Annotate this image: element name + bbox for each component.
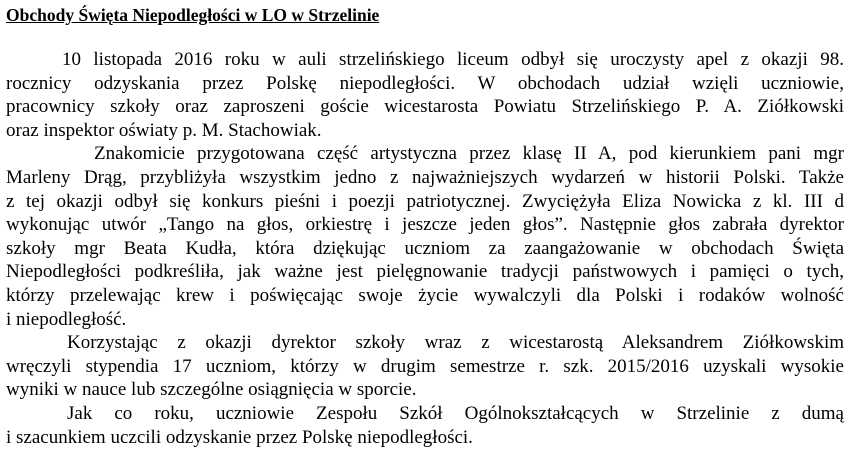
paragraph-line: Znakomicie przygotowana część artystyczna przez klasę II A, pod kierunkiem pani mgr: [94, 143, 844, 165]
paragraph-line: i szacunkiem uczcili odzyskanie przez Polskę niepodległości.: [6, 426, 473, 448]
paragraph-2: [6, 142, 844, 331]
paragraph-line: Korzystając z okazji dyrektor szkoły wraz z wicestarostą Aleksandrem Ziółkowskim: [67, 332, 844, 354]
paragraph-line: którzy przelewając krew i poświęcając swoje życie wywalczyli dla Polski i rodaków wolność: [6, 284, 844, 306]
paragraph-line: wyniki w nauce lub szczególne osiągnięcia w sporcie.: [6, 379, 417, 401]
paragraph-line: pracownicy szkoły oraz zaproszeni goście wicestarosta Powiatu Strzelińskiego P. A. Ziółkowski: [6, 96, 844, 118]
paragraph-line: rocznicy odzyskania przez Polskę niepodległości. W obchodach udział wzięli uczniowie,: [6, 72, 844, 94]
document-title: Obchody Święta Niepodległości w LO w Strzelinie: [6, 5, 380, 25]
paragraph-line: wykonując utwór „Tango na głos, orkiestrę i jeszcze jeden głos”. Następnie głos zabrała dyrektor: [6, 214, 844, 236]
paragraph-line: oraz inspektor oświaty p. M. Stachowiak.: [6, 119, 322, 141]
paragraph-line: szkoły mgr Beata Kudła, która dziękując uczniom za zaangażowanie w obchodach Święta: [6, 237, 844, 259]
paragraph-line: Niepodległości podkreśliła, jak ważne jest pielęgnowanie tradycji państwowych i pamięci o tych,: [6, 261, 844, 283]
paragraph-line: Jak co roku, uczniowie Zespołu Szkół Ogólnokształcących w Strzelinie z dumą: [67, 402, 844, 424]
paragraph-1: [6, 48, 844, 142]
paragraph-line: 10 listopada 2016 roku w auli strzelińskiego liceum odbył się uroczysty apel z okazji 98.: [62, 49, 844, 70]
paragraph-line: i niepodległość.: [6, 308, 127, 330]
paragraph-line: wręczyli stypendia 17 uczniom, którzy w drugim semestrze r. szk. 2015/2016 uzyskali wysokie: [6, 355, 844, 377]
paragraph-line: z tej okazji odbył się konkurs pieśni i poezji patriotycznej. Zwyciężyła Eliza Nowicka z kl. III d: [6, 190, 844, 212]
paragraph-4: [6, 402, 844, 449]
paragraph-line: Marleny Drąg, przybliżyła wszystkim jedno z najważniejszych wydarzeń w historii Polski. Także: [6, 166, 844, 188]
paragraph-3: [6, 331, 844, 402]
